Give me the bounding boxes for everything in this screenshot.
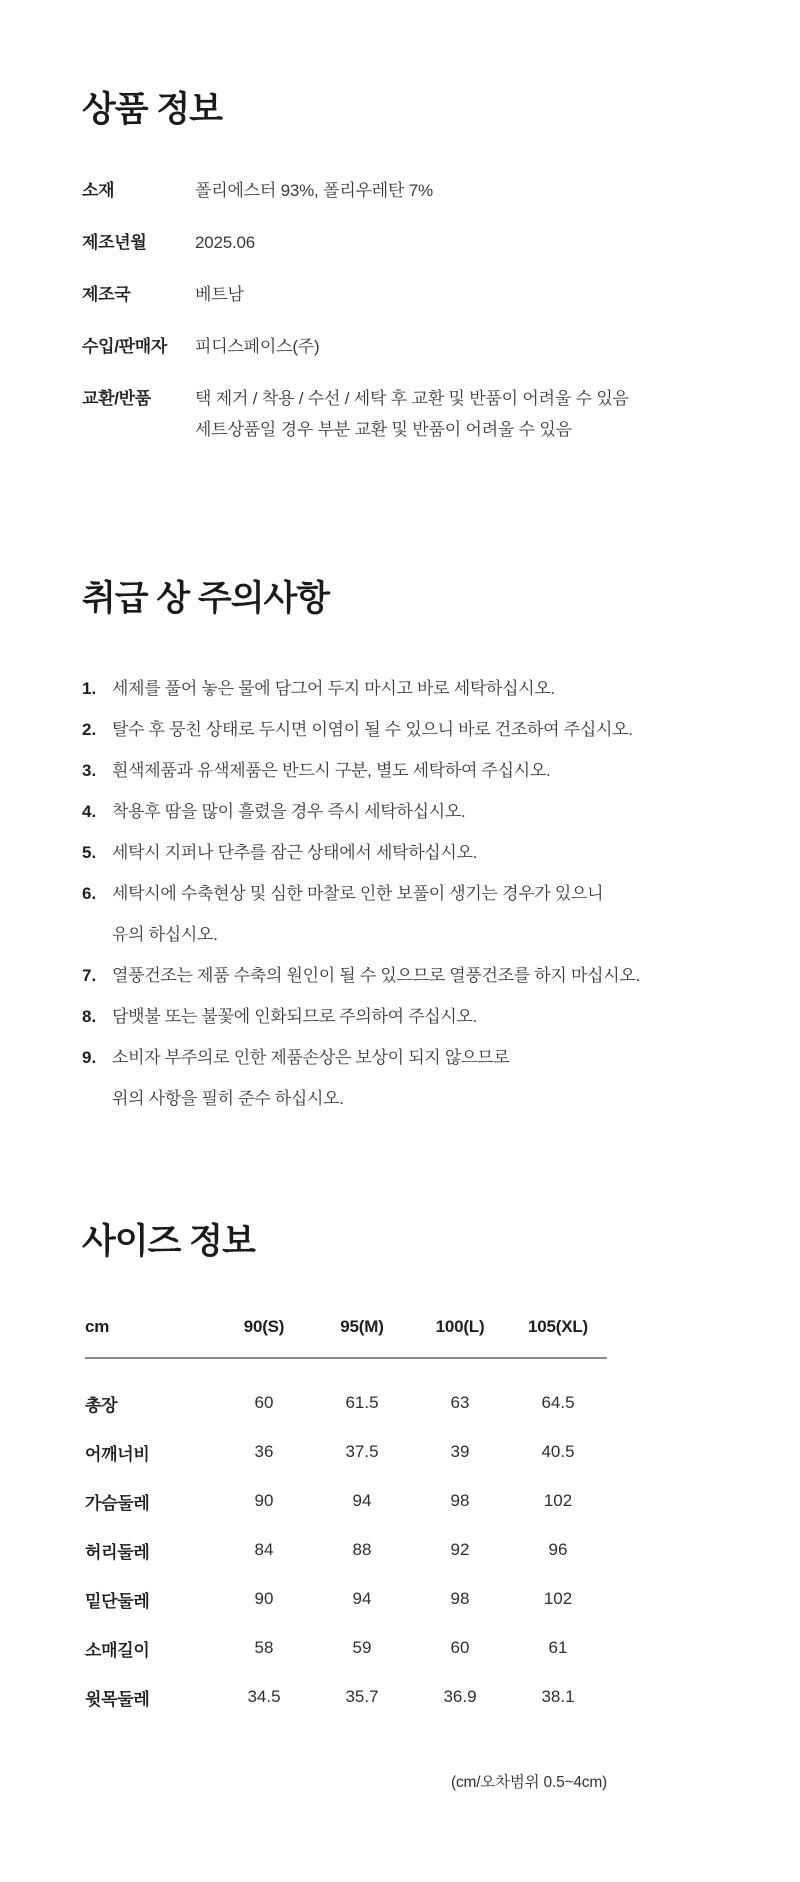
info-value-line: 폴리에스터 93%, 폴리우레탄 7% [195,181,433,201]
care-instruction-item [82,798,718,839]
size-table-wrap [85,1317,607,1722]
care-item-text [112,880,718,962]
size-value-cell: 36 [254,1442,274,1462]
care-instruction-item [82,880,718,962]
info-value [195,229,718,260]
size-table [85,1317,607,1722]
size-value-cell: 35.7 [345,1687,379,1707]
size-column-header: 100(L) [411,1317,509,1358]
size-value-cell: 58 [254,1638,274,1658]
size-tolerance-note: (cm/오차범위 0.5~4cm) [451,1773,607,1791]
info-value [195,281,718,312]
care-instruction-item [82,716,718,757]
size-table-row [85,1673,607,1722]
info-label: 교환/반품 [82,389,151,409]
care-instruction-item [82,839,718,880]
size-table-body [85,1358,607,1722]
care-item-line: 착용후 땀을 많이 흘렸을 경우 즉시 세탁하십시오. [112,801,466,821]
care-item-text [112,1003,718,1044]
size-value-cell: 90 [254,1589,274,1609]
size-value-cell: 61 [548,1638,568,1658]
size-row-label: 허리둘레 [85,1542,150,1562]
care-item-line: 열풍건조는 제품 수축의 원인이 될 수 있으므로 열풍건조를 하지 마십시오. [112,965,640,985]
size-value-cell: 63 [450,1393,470,1413]
size-table-row [85,1526,607,1575]
size-row-label: 소매길이 [85,1640,150,1660]
care-item-line: 세탁시 지퍼나 단추를 잠근 상태에서 세탁하십시오. [112,842,478,862]
info-value-line: 피디스페이스(주) [195,337,320,357]
size-value-cell: 37.5 [345,1442,379,1462]
care-item-line: 세제를 풀어 놓은 물에 담그어 두지 마시고 바로 세탁하십시오. [112,678,555,698]
care-instruction-item [82,757,718,798]
size-value-cell: 38.1 [541,1687,575,1707]
care-item-line: 세탁시에 수축현상 및 심한 마찰로 인한 보풀이 생기는 경우가 있으니 [112,883,604,903]
size-info-title: 사이즈 정보 [82,1221,255,1261]
care-item-number: 5. [82,842,97,862]
size-value-cell: 84 [254,1540,274,1560]
size-value-cell: 61.5 [345,1393,379,1413]
care-instruction-item [82,962,718,1003]
size-table-row [85,1624,607,1673]
info-label: 제조국 [82,285,131,305]
size-value-cell: 64.5 [541,1393,575,1413]
size-value-cell: 60 [450,1638,470,1658]
product-info-row [82,281,718,312]
product-info-row [82,333,718,364]
size-row-label: 윗목둘레 [85,1689,150,1709]
care-item-number: 4. [82,801,97,821]
info-label: 제조년월 [82,233,147,253]
size-column-header: 90(S) [215,1317,313,1358]
size-row-label: 총장 [85,1395,118,1415]
care-item-line: 유의 하십시오. [112,924,218,944]
care-item-text [112,962,718,1003]
care-item-text [112,839,718,880]
care-item-text [112,675,718,716]
care-item-number: 1. [82,678,97,698]
care-item-line: 담뱃불 또는 불꽃에 인화되므로 주의하여 주십시오. [112,1006,478,1026]
care-item-line: 흰색제품과 유색제품은 반드시 구분, 별도 세탁하여 주십시오. [112,760,551,780]
size-value-cell: 92 [450,1540,470,1560]
product-info-row [82,177,718,208]
care-item-line: 탈수 후 뭉친 상태로 두시면 이염이 될 수 있으니 바로 건조하여 주십시오. [112,719,633,739]
size-table-row [85,1358,607,1428]
size-value-cell: 94 [352,1589,372,1609]
care-item-number: 2. [82,719,97,739]
size-value-cell: 36.9 [443,1687,477,1707]
info-label: 수입/판매자 [82,337,168,357]
size-row-label: 어깨너비 [85,1444,150,1464]
size-row-label: 가슴둘레 [85,1493,150,1513]
care-instruction-item [82,1003,718,1044]
info-label: 소재 [82,181,115,201]
product-info-title: 상품 정보 [82,90,222,129]
size-value-cell: 96 [548,1540,568,1560]
size-table-header-row [85,1317,607,1358]
size-row-label: 밑단둘레 [85,1591,150,1611]
care-instructions-list [82,675,718,1126]
care-instruction-item [82,675,718,716]
care-item-number: 7. [82,965,97,985]
product-info-row [82,385,718,447]
care-instruction-item [82,1044,718,1126]
size-table-row [85,1477,607,1526]
care-instructions-title: 취급 상 주의사항 [82,579,330,619]
size-value-cell: 90 [254,1491,274,1511]
size-value-cell: 102 [543,1491,573,1511]
size-value-cell: 34.5 [247,1687,281,1707]
care-item-number: 8. [82,1006,97,1026]
size-value-cell: 94 [352,1491,372,1511]
care-item-text [112,798,718,839]
size-table-row [85,1575,607,1624]
info-value [195,177,718,208]
size-table-header [85,1317,607,1358]
info-value [195,333,718,364]
care-item-text [112,1044,718,1126]
size-value-cell: 98 [450,1589,470,1609]
info-value-line: 택 제거 / 착용 / 수선 / 세탁 후 교환 및 반품이 어려울 수 있음 [195,389,629,409]
size-value-cell: 60 [254,1393,274,1413]
care-item-text [112,757,718,798]
care-instructions-section [82,575,718,1125]
care-item-number: 6. [82,883,97,903]
product-info-row [82,229,718,260]
size-value-cell: 40.5 [541,1442,575,1462]
size-column-header: 105(XL) [509,1317,607,1358]
size-column-header: 95(M) [313,1317,411,1358]
size-unit-header: cm [85,1317,215,1358]
care-item-line: 소비자 부주의로 인한 제품손상은 보상이 되지 않으므로 [112,1047,510,1067]
product-info-rows [82,177,718,447]
info-value-line: 베트남 [195,285,244,305]
size-value-cell: 59 [352,1638,372,1658]
info-value [195,385,718,447]
care-item-number: 3. [82,760,97,780]
size-value-cell: 88 [352,1540,372,1560]
size-info-section [82,1218,718,1792]
size-value-cell: 39 [450,1442,470,1462]
care-item-text [112,716,718,757]
size-value-cell: 102 [543,1589,573,1609]
care-item-number: 9. [82,1047,97,1067]
product-info-section [82,86,718,447]
size-table-row [85,1428,607,1477]
info-value-line: 세트상품일 경우 부분 교환 및 반품이 어려울 수 있음 [195,420,572,440]
info-value-line: 2025.06 [195,233,256,253]
size-value-cell: 98 [450,1491,470,1511]
care-item-line: 위의 사항을 필히 준수 하십시오. [112,1088,344,1108]
